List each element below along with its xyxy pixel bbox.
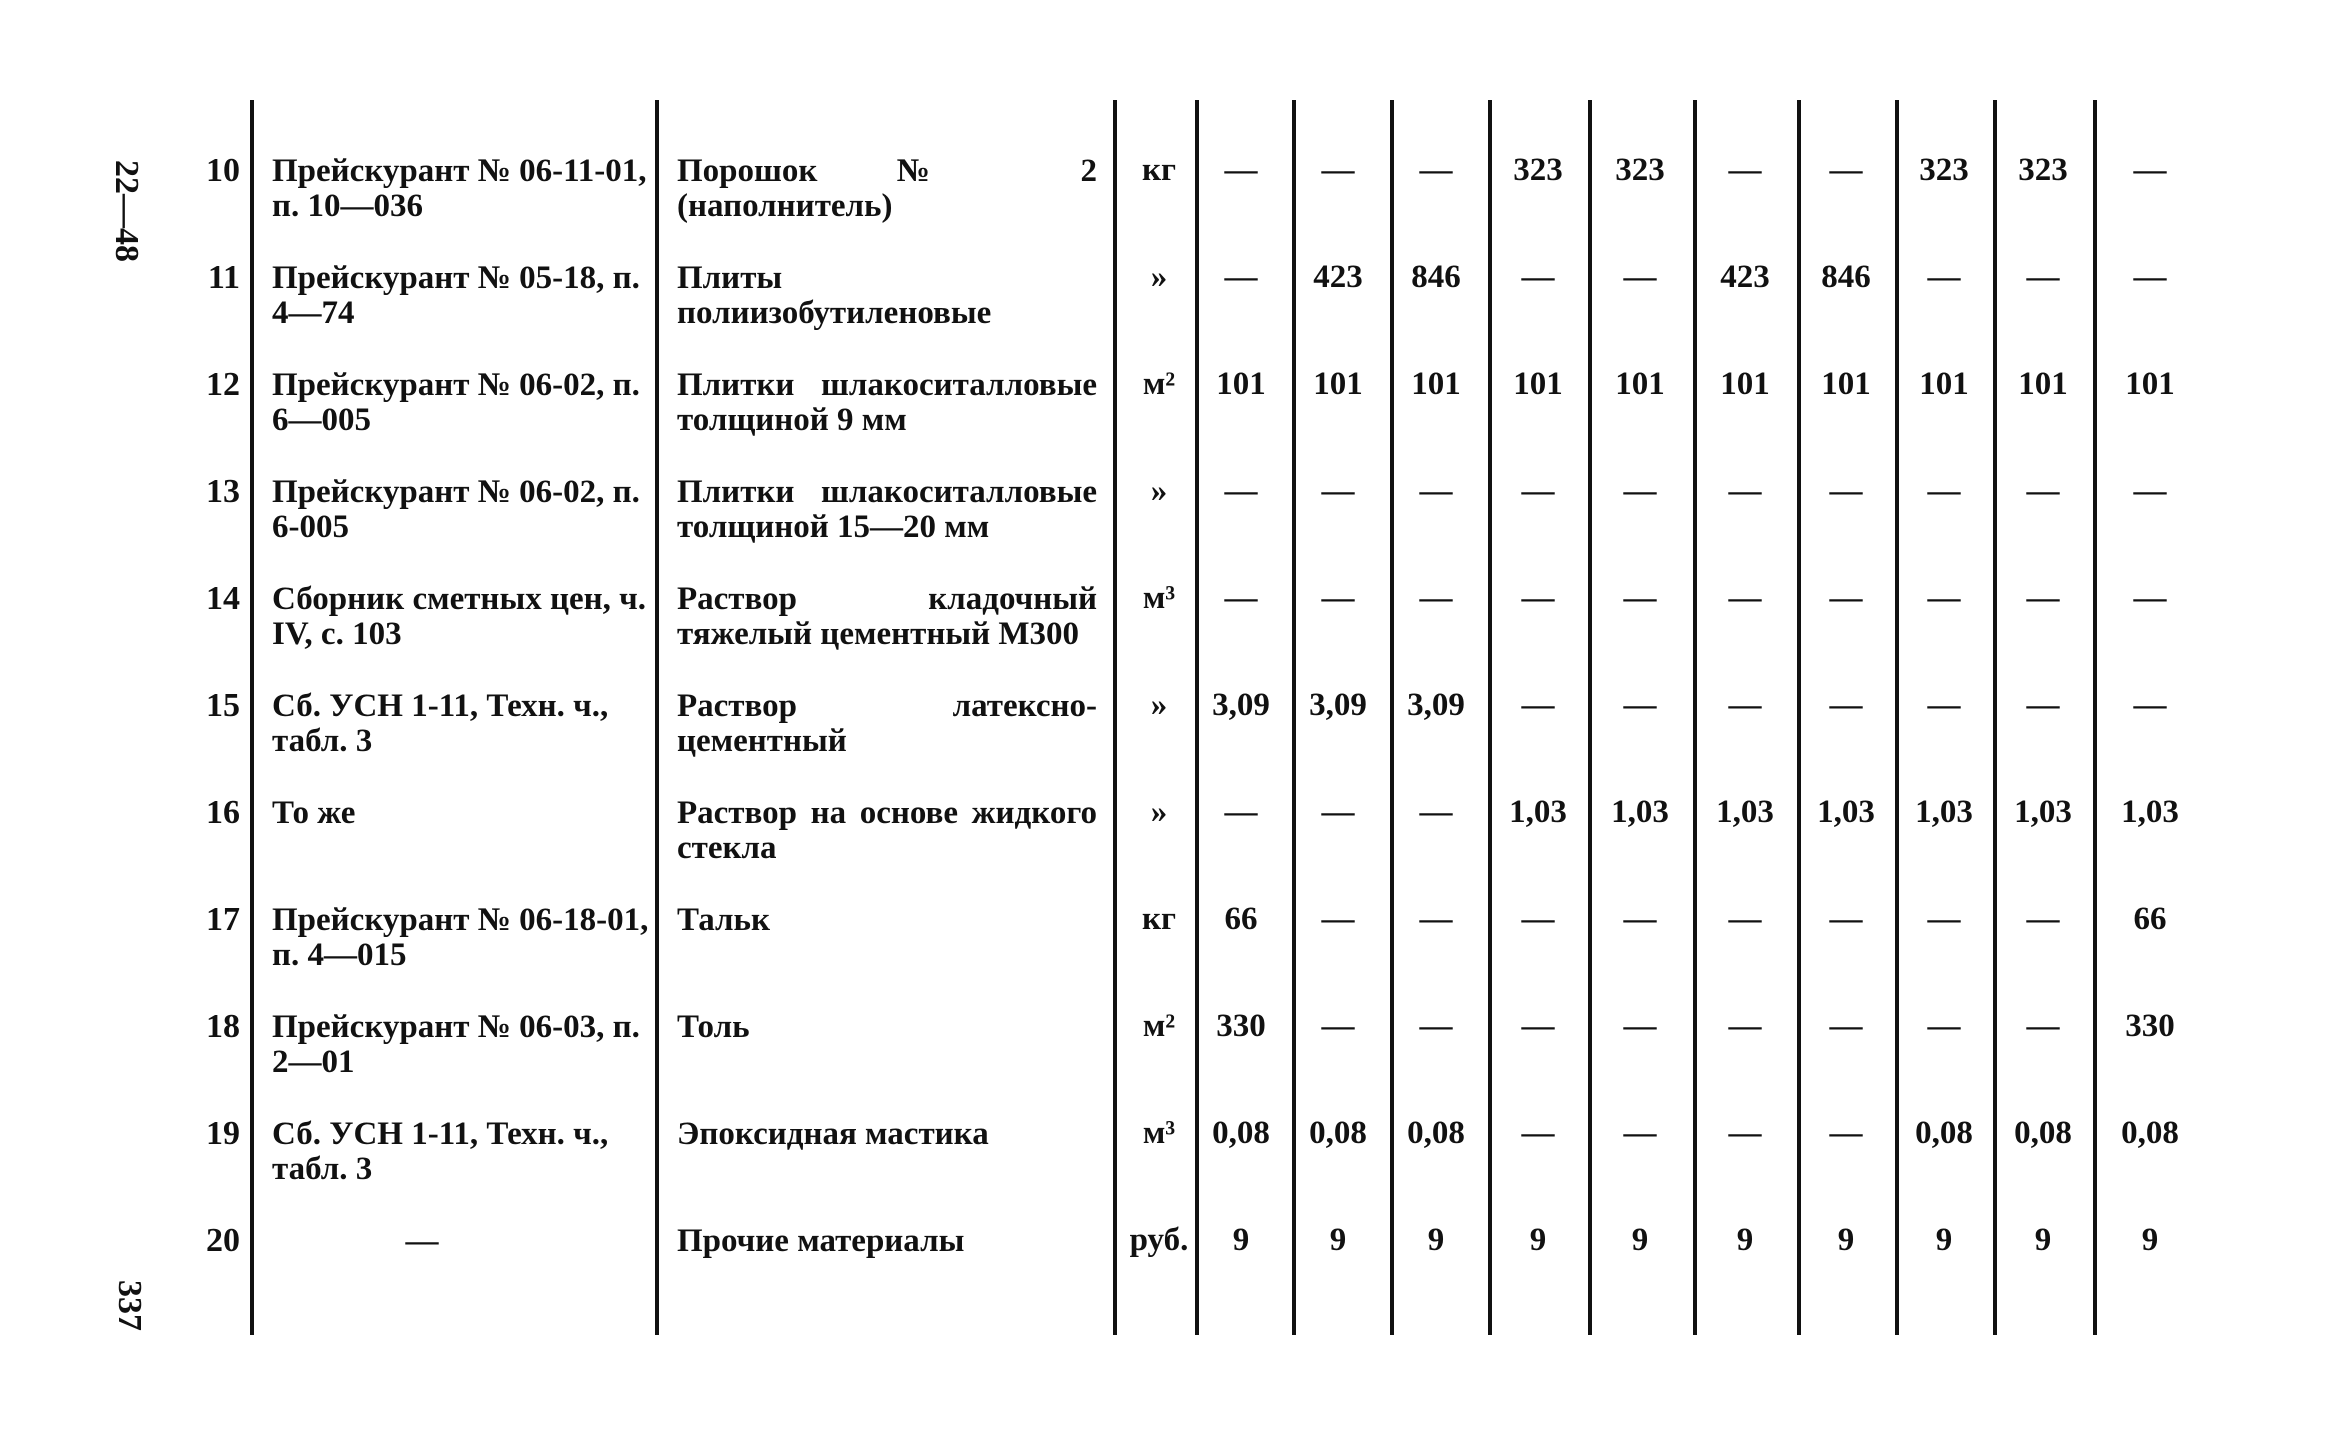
quantity-cell: — bbox=[1321, 794, 1355, 830]
quantity-cell: — bbox=[1829, 901, 1863, 937]
quantity-cell: 323 bbox=[1919, 152, 1969, 188]
table-row bbox=[0, 207, 2334, 331]
quantity-cell: — bbox=[1419, 901, 1453, 937]
quantity-cell: — bbox=[1419, 152, 1453, 188]
quantity-cell: — bbox=[1623, 259, 1657, 295]
quantity-cell: — bbox=[1927, 687, 1961, 723]
quantity-cell: 1,03 bbox=[1509, 794, 1567, 830]
quantity-cell: 846 bbox=[1821, 259, 1871, 295]
table-row bbox=[0, 421, 2334, 545]
quantity-cell: 1,03 bbox=[1817, 794, 1875, 830]
quantity-cell: — bbox=[1829, 152, 1863, 188]
quantity-cell: — bbox=[1321, 1008, 1355, 1044]
quantity-cell: 0,08 bbox=[1212, 1115, 1270, 1151]
quantity-cell: — bbox=[1728, 580, 1762, 616]
quantity-cell: — bbox=[1728, 152, 1762, 188]
quantity-cell: — bbox=[1623, 687, 1657, 723]
quantity-cell: — bbox=[2026, 1008, 2060, 1044]
quantity-cell: 3,09 bbox=[1309, 687, 1367, 723]
unit-of-measure: м³ bbox=[1142, 580, 1176, 616]
price-source: Прейскурант № 05-18, п. 4—74 bbox=[272, 260, 640, 331]
unit-of-measure: » bbox=[1150, 473, 1168, 509]
quantity-cell: — bbox=[1521, 473, 1555, 509]
price-source: Прейскурант № 06-03, п. 2—01 bbox=[272, 1009, 640, 1080]
quantity-cell: 323 bbox=[1513, 152, 1563, 188]
quantity-cell: — bbox=[1829, 473, 1863, 509]
row-number: 12 bbox=[206, 366, 240, 403]
table-row bbox=[0, 1063, 2334, 1187]
unit-of-measure: руб. bbox=[1129, 1222, 1189, 1258]
price-source: Сборник сметных цен, ч. IV, с. 103 bbox=[272, 581, 646, 652]
quantity-cell: 1,03 bbox=[1716, 794, 1774, 830]
unit-of-measure: кг bbox=[1142, 152, 1176, 188]
quantity-cell: — bbox=[1623, 473, 1657, 509]
quantity-cell: — bbox=[1927, 1008, 1961, 1044]
quantity-cell: 9 bbox=[1736, 1222, 1754, 1258]
quantity-cell: — bbox=[2026, 473, 2060, 509]
quantity-cell: 330 bbox=[1216, 1008, 1266, 1044]
quantity-cell: 9 bbox=[2141, 1222, 2159, 1258]
quantity-cell: — bbox=[1521, 687, 1555, 723]
row-number: 18 bbox=[206, 1008, 240, 1045]
price-source: Прейскурант № 06-11-01, п. 10—036 bbox=[272, 153, 647, 224]
quantity-cell: 0,08 bbox=[1407, 1115, 1465, 1151]
quantity-cell: — bbox=[2133, 687, 2167, 723]
quantity-cell: — bbox=[1224, 473, 1258, 509]
quantity-cell: 101 bbox=[1720, 366, 1770, 402]
table-row bbox=[0, 1170, 2334, 1278]
price-source: Прейскурант № 06-18-01, п. 4—015 bbox=[272, 902, 649, 973]
unit-of-measure: кг bbox=[1142, 901, 1176, 937]
price-source: — bbox=[405, 1223, 439, 1259]
quantity-cell: 101 bbox=[1411, 366, 1461, 402]
quantity-cell: 9 bbox=[1427, 1222, 1445, 1258]
material-name: Эпоксидная мастика bbox=[677, 1116, 989, 1152]
quantity-cell: — bbox=[2133, 580, 2167, 616]
quantity-cell: 423 bbox=[1313, 259, 1363, 295]
quantity-cell: — bbox=[1419, 580, 1453, 616]
quantity-cell: 3,09 bbox=[1212, 687, 1270, 723]
quantity-cell: 1,03 bbox=[2121, 794, 2179, 830]
quantity-cell: — bbox=[1521, 1008, 1555, 1044]
quantity-cell: 9 bbox=[1935, 1222, 1953, 1258]
quantity-cell: 9 bbox=[1329, 1222, 1347, 1258]
quantity-cell: 9 bbox=[1529, 1222, 1547, 1258]
quantity-cell: 0,08 bbox=[1915, 1115, 1973, 1151]
material-name: Раствор кладочный тяжелый цементный М300 bbox=[677, 581, 1097, 652]
quantity-cell: — bbox=[1623, 580, 1657, 616]
quantity-cell: 66 bbox=[1224, 901, 1258, 937]
quantity-cell: — bbox=[1829, 687, 1863, 723]
quantity-cell: 330 bbox=[2125, 1008, 2175, 1044]
material-name: Толь bbox=[677, 1009, 750, 1045]
material-name: Плитки шлакоситалловые толщиной 9 мм bbox=[677, 367, 1097, 438]
quantity-cell: — bbox=[2026, 259, 2060, 295]
unit-of-measure: » bbox=[1150, 259, 1168, 295]
quantity-cell: — bbox=[1829, 1115, 1863, 1151]
quantity-cell: 423 bbox=[1720, 259, 1770, 295]
quantity-cell: — bbox=[1321, 473, 1355, 509]
quantity-cell: — bbox=[1521, 259, 1555, 295]
quantity-cell: — bbox=[1321, 152, 1355, 188]
quantity-cell: 1,03 bbox=[1611, 794, 1669, 830]
quantity-cell: — bbox=[1224, 152, 1258, 188]
table-row bbox=[0, 528, 2334, 652]
quantity-cell: — bbox=[1321, 901, 1355, 937]
quantity-cell: 101 bbox=[2018, 366, 2068, 402]
quantity-cell: — bbox=[1927, 473, 1961, 509]
quantity-cell: 9 bbox=[2034, 1222, 2052, 1258]
quantity-cell: 323 bbox=[2018, 152, 2068, 188]
quantity-cell: — bbox=[1521, 580, 1555, 616]
quantity-cell: 101 bbox=[2125, 366, 2175, 402]
quantity-cell: — bbox=[1224, 259, 1258, 295]
quantity-cell: — bbox=[1927, 259, 1961, 295]
table-row bbox=[0, 635, 2334, 759]
material-name: Прочие материалы bbox=[677, 1223, 965, 1259]
price-source: Прейскурант № 06-02, п. 6-005 bbox=[272, 474, 640, 545]
quantity-cell: 0,08 bbox=[2121, 1115, 2179, 1151]
quantity-cell: — bbox=[1728, 1115, 1762, 1151]
row-number: 10 bbox=[206, 152, 240, 189]
quantity-cell: 66 bbox=[2133, 901, 2167, 937]
price-source: Прейскурант № 06-02, п. 6—005 bbox=[272, 367, 640, 438]
quantity-cell: — bbox=[1728, 1008, 1762, 1044]
quantity-cell: — bbox=[1321, 580, 1355, 616]
quantity-cell: — bbox=[2026, 580, 2060, 616]
page-number: 337 bbox=[111, 1280, 148, 1331]
quantity-cell: — bbox=[1728, 901, 1762, 937]
quantity-cell: — bbox=[1224, 794, 1258, 830]
quantity-cell: 1,03 bbox=[1915, 794, 1973, 830]
quantity-cell: — bbox=[1623, 1115, 1657, 1151]
row-number: 16 bbox=[206, 794, 240, 831]
unit-of-measure: м³ bbox=[1142, 1115, 1176, 1151]
unit-of-measure: м² bbox=[1142, 1008, 1176, 1044]
row-number: 20 bbox=[206, 1222, 240, 1259]
quantity-cell: — bbox=[2026, 901, 2060, 937]
row-number: 11 bbox=[207, 259, 240, 296]
row-number: 15 bbox=[206, 687, 240, 724]
quantity-cell: — bbox=[1623, 1008, 1657, 1044]
quantity-cell: 0,08 bbox=[2014, 1115, 2072, 1151]
price-source: Сб. УСН 1-11, Техн. ч., табл. 3 bbox=[272, 688, 609, 759]
quantity-cell: 1,03 bbox=[2014, 794, 2072, 830]
unit-of-measure: » bbox=[1150, 794, 1168, 830]
material-name: Тальк bbox=[677, 902, 770, 938]
quantity-cell: 323 bbox=[1615, 152, 1665, 188]
quantity-cell: — bbox=[1521, 901, 1555, 937]
row-number: 13 bbox=[206, 473, 240, 510]
quantity-cell: — bbox=[2133, 473, 2167, 509]
quantity-cell: 9 bbox=[1631, 1222, 1649, 1258]
quantity-cell: 3,09 bbox=[1407, 687, 1465, 723]
quantity-cell: 101 bbox=[1919, 366, 1969, 402]
quantity-cell: 101 bbox=[1615, 366, 1665, 402]
quantity-cell: — bbox=[2133, 152, 2167, 188]
quantity-cell: — bbox=[1927, 580, 1961, 616]
quantity-cell: 9 bbox=[1837, 1222, 1855, 1258]
quantity-cell: — bbox=[1521, 1115, 1555, 1151]
quantity-cell: 101 bbox=[1313, 366, 1363, 402]
material-name: Раствор на основе жидкого стекла bbox=[677, 795, 1097, 866]
row-number: 17 bbox=[206, 901, 240, 938]
table-row bbox=[0, 849, 2334, 973]
quantity-cell: 101 bbox=[1216, 366, 1266, 402]
row-number: 14 bbox=[206, 580, 240, 617]
quantity-cell: — bbox=[1623, 901, 1657, 937]
table-row bbox=[0, 742, 2334, 866]
material-name: Плиты полиизобутиленовые bbox=[677, 260, 992, 331]
unit-of-measure: м² bbox=[1142, 366, 1176, 402]
material-name: Плитки шлакоситалловые толщиной 15—20 мм bbox=[677, 474, 1097, 545]
quantity-cell: — bbox=[2026, 687, 2060, 723]
quantity-cell: — bbox=[1728, 687, 1762, 723]
quantity-cell: 9 bbox=[1232, 1222, 1250, 1258]
quantity-cell: — bbox=[1419, 1008, 1453, 1044]
quantity-cell: — bbox=[1419, 794, 1453, 830]
quantity-cell: — bbox=[1224, 580, 1258, 616]
quantity-cell: 101 bbox=[1513, 366, 1563, 402]
table-row bbox=[0, 956, 2334, 1080]
quantity-cell: — bbox=[1829, 1008, 1863, 1044]
quantity-cell: 101 bbox=[1821, 366, 1871, 402]
quantity-cell: — bbox=[1927, 901, 1961, 937]
side-code: 22—48 bbox=[108, 160, 145, 262]
row-number: 19 bbox=[206, 1115, 240, 1152]
quantity-cell: 846 bbox=[1411, 259, 1461, 295]
quantity-cell: — bbox=[1829, 580, 1863, 616]
quantity-cell: 0,08 bbox=[1309, 1115, 1367, 1151]
price-source: То же bbox=[272, 795, 356, 831]
material-name: Порошок № 2 (наполнитель) bbox=[677, 153, 1097, 224]
material-name: Раствор латексно-цементный bbox=[677, 688, 1097, 759]
table-row bbox=[0, 314, 2334, 438]
quantity-cell: — bbox=[1728, 473, 1762, 509]
price-source: Сб. УСН 1-11, Техн. ч., табл. 3 bbox=[272, 1116, 609, 1187]
unit-of-measure: » bbox=[1150, 687, 1168, 723]
quantity-cell: — bbox=[1419, 473, 1453, 509]
quantity-cell: — bbox=[2133, 259, 2167, 295]
